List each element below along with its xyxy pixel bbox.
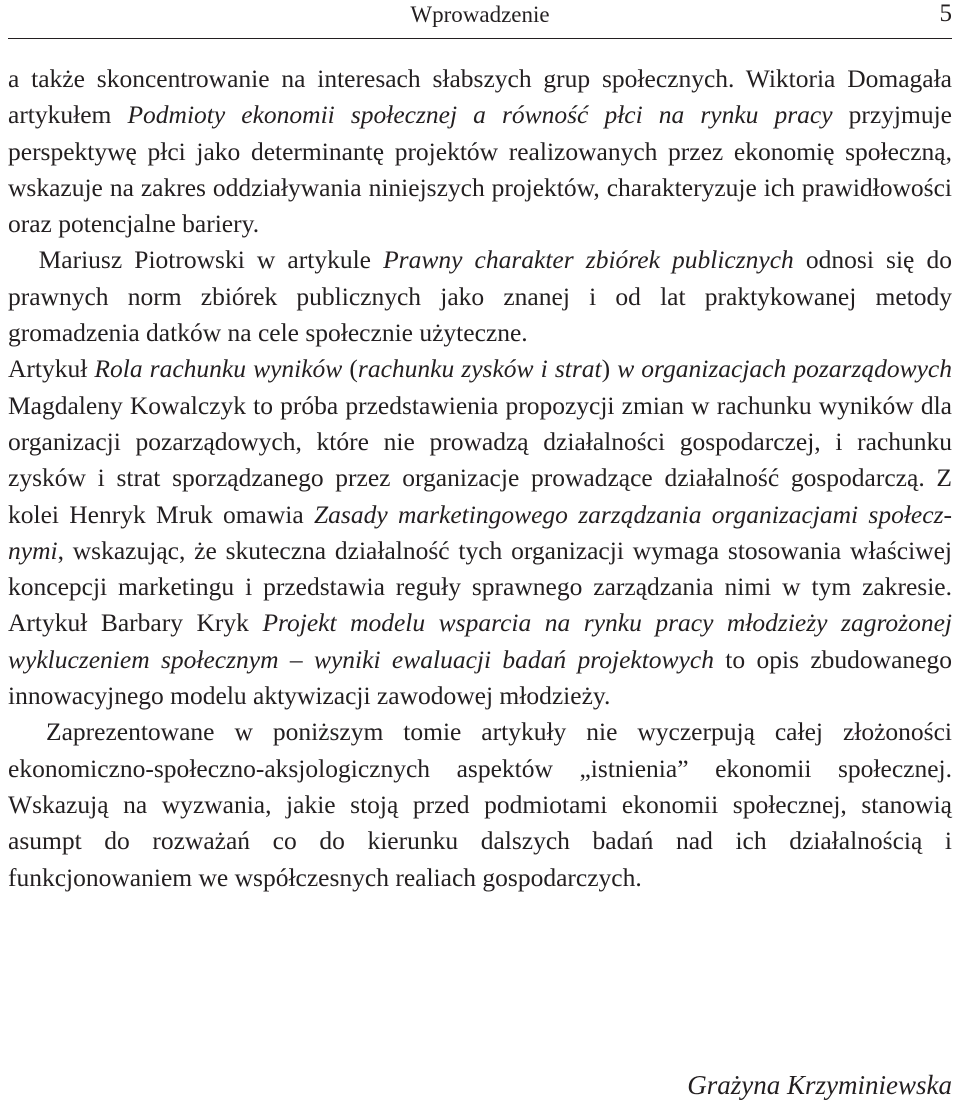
running-title: Wprowadzenie xyxy=(410,2,550,27)
paragraph-2: Zaprezentowane w poniższym tomie artykuły nie wyczerpują całej złożoności ekonomiczno-społeczno-aksjologicznych aspektów „istnienia” ekonomii społecznej. Wskazują na wyzwania, jakie stoją przed podmiotami ekonomii społecznej, stanowią asumpt do rozważań co do kierunku dalszych badań nad ich działalnością i funkcjonowaniem we współczesnych realiach gospodarczych. xyxy=(8,717,952,892)
text-run: to opis zbudowanego innowacyjnego modelu aktywizacji zawodowej młodzieży. xyxy=(8,644,952,711)
author-signature: Grażyna Krzyminiewska xyxy=(687,1070,952,1100)
text-run: , wskazując, że skuteczna działalność tych organizacji wymaga stosowania właściwej koncepcji marketingu i przedstawia reguły sprawnego zarządzania nimi w tym zakresie. Artykuł Barbary Kryk xyxy=(8,535,952,638)
text-run: ( xyxy=(342,354,358,384)
running-header xyxy=(8,0,952,39)
italic-title-run: Prawny charakter zbiórek publicznych xyxy=(383,245,794,275)
italic-title-run: w organizacjach pozarządowych xyxy=(617,354,952,384)
text-run: Mariusz Piotrowski w artykule xyxy=(8,245,384,275)
italic-title-run: Rola rachunku wyników xyxy=(94,354,343,384)
text-run: Magdaleny Kowalczyk to próba przedstawienia propozycji zmian w rachunku wyników dla organizacji pozarządowych, które nie prowadzą działalności gospodarczej, i rachunku zysków i strat sporządzanego przez organizacje prowadzące działalność gospodarczą. Z kolei Henryk Mruk omawia xyxy=(8,390,952,529)
text-run: przyjmuje perspektywę płci jako determinantę projektów realizowanych przez ekonomię społeczną, wskazuje na zakres oddziaływania niniejszych projektów, charakteryzuje ich prawidłowości oraz potencjalne bariery. xyxy=(8,100,953,239)
paragraph-1 xyxy=(8,61,952,714)
page-number: 5 xyxy=(939,0,952,27)
italic-title-run: rachunku zysków i strat xyxy=(357,354,602,384)
italic-title-run: Podmioty ekonomii społecznej a równość płci na rynku pracy xyxy=(127,100,833,130)
text-run: odnosi się do prawnych norm zbiórek publicznych jako znanej i od lat praktykowanej metody gromadzenia datków na cele społecznie użyteczne. xyxy=(8,245,952,348)
text-run: ) xyxy=(601,354,618,384)
text-run: a także skoncentrowanie na interesach słabszych grup społecznych. Wiktoria Domagała artykułem xyxy=(8,64,952,130)
body-text xyxy=(8,61,952,896)
text-run: Artykuł xyxy=(8,354,95,384)
italic-title-run: Projekt modelu wsparcia na rynku pracy młodzieży zagrożonej wykluczeniem społecznym – wyniki ewaluacji badań projektowych xyxy=(8,608,952,674)
italic-title-run: Zasady marketingowego zarządzania organizacjami społecznymi xyxy=(8,499,952,565)
